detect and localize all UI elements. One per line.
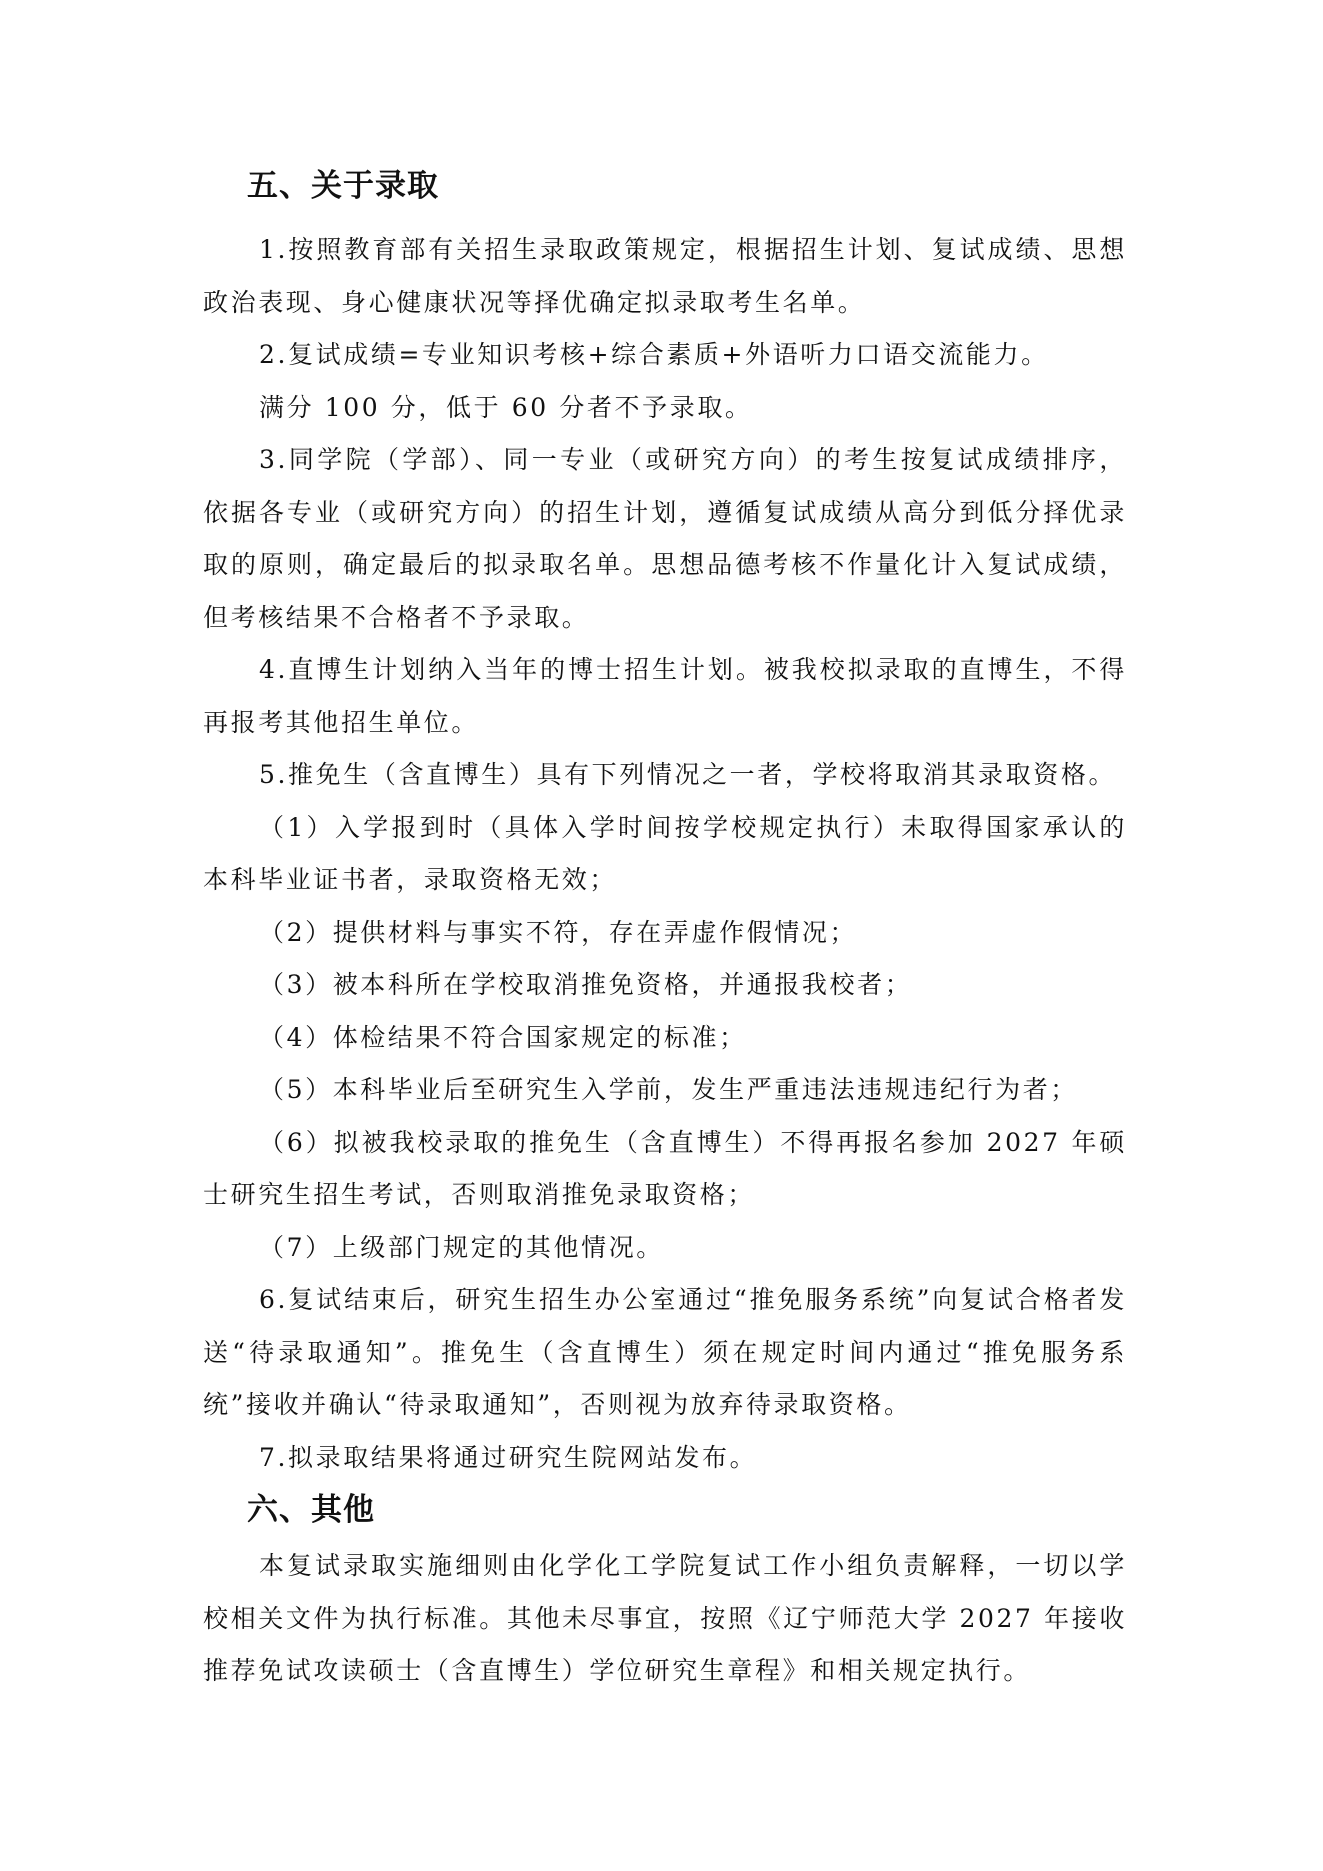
admission-paragraph-3: 3.同学院（学部）、同一专业（或研究方向）的考生按复试成绩排序，依据各专业（或研究方向）的招生计划，遵循复试成绩从高分到低分择优录取的原则，确定最后的拟录取名单。思想品德考核不作量化计入复试成绩，但考核结果不合格者不予录取。: [203, 445, 1127, 632]
admission-paragraph-5: 5.推免生（含直博生）具有下列情况之一者，学校将取消其录取资格。: [259, 760, 1117, 789]
section-heading-other: 六、其他: [247, 1492, 375, 1528]
section-heading-admission: 五、关于录取: [247, 168, 439, 204]
disqualify-item-3: （3）被本科所在学校取消推免资格，并通报我校者；: [259, 970, 913, 999]
other-paragraph-1: 本复试录取实施细则由化学化工学院复试工作小组负责解释，一切以学校相关文件为执行标准。其他未尽事宜，按照《辽宁师范大学 2027 年接收推荐免试攻读硕士（含直博生）学位研究生章程》和相关规定执行。: [203, 1551, 1127, 1685]
disqualify-item-2: （2）提供材料与事实不符，存在弄虚作假情况；: [259, 917, 858, 947]
disqualify-item-7: （7）上级部门规定的其他情况。: [259, 1232, 664, 1262]
document-page: [203, 166, 1127, 1698]
admission-paragraph-6: 6.复试结束后，研究生招生办公室通过“推免服务系统”向复试合格者发送“待录取通知”。推免生（含直博生）须在规定时间内通过“推免服务系统”接收并确认“待录取通知”，否则视为放弃待录取资格。: [203, 1285, 1127, 1419]
admission-paragraph-2: 2.复试成绩=专业知识考核+综合素质+外语听力口语交流能力。: [259, 340, 1049, 369]
disqualify-item-5: （5）本科毕业后至研究生入学前，发生严重违法违规违纪行为者；: [259, 1075, 1078, 1104]
admission-paragraph-1: 1.按照教育部有关招生录取政策规定，根据招生计划、复试成绩、思想政治表现、身心健康状况等择优确定拟录取考生名单。: [203, 235, 1127, 317]
admission-paragraph-full-score: 满分 100 分，低于 60 分者不予录取。: [259, 392, 753, 422]
admission-paragraph-4: 4.直博生计划纳入当年的博士招生计划。被我校拟录取的直博生，不得再报考其他招生单位。: [203, 655, 1127, 737]
disqualify-item-4: （4）体检结果不符合国家规定的标准；: [259, 1022, 747, 1052]
disqualify-item-6: （6）拟被我校录取的推免生（含直博生）不得再报名参加 2027 年硕士研究生招生考试，否则取消推免录取资格；: [203, 1127, 1127, 1209]
admission-paragraph-7: 7.拟录取结果将通过研究生院网站发布。: [259, 1442, 758, 1472]
disqualify-item-1: （1）入学报到时（具体入学时间按学校规定执行）未取得国家承认的本科毕业证书者，录取资格无效；: [203, 812, 1127, 894]
